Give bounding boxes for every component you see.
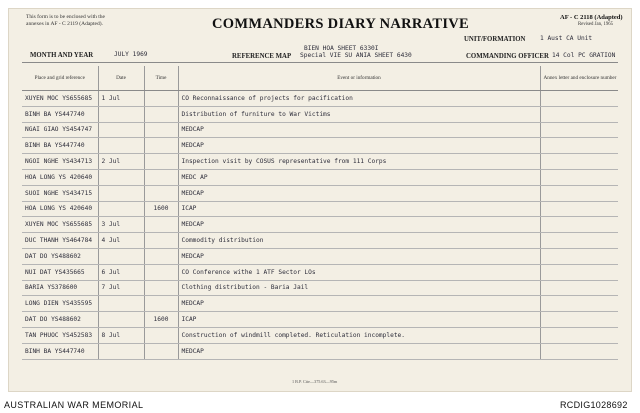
time-cell — [144, 280, 178, 296]
diary-table — [22, 66, 618, 360]
table-row — [22, 248, 618, 264]
date-cell — [98, 138, 144, 154]
table-row — [22, 106, 618, 122]
place-cell: NUI DAT YS435665 — [22, 264, 98, 280]
event-cell: Distribution of furniture to War Victims — [178, 106, 540, 122]
column-header-event: Event or information — [178, 66, 540, 91]
table-row — [22, 217, 618, 233]
table-row — [22, 312, 618, 328]
annex-cell — [540, 312, 618, 328]
time-cell — [144, 327, 178, 343]
table-header-row — [22, 66, 618, 91]
annex-cell — [540, 343, 618, 359]
place-cell: NGAI GIAO YS454747 — [22, 122, 98, 138]
form-number: AF - C 2118 (Adapted) — [560, 14, 623, 21]
date-cell — [98, 248, 144, 264]
time-cell — [144, 169, 178, 185]
table-row — [22, 169, 618, 185]
unit-value: 1 Aust CA Unit — [540, 35, 593, 42]
time-cell — [144, 91, 178, 107]
table-row — [22, 185, 618, 201]
place-cell: BINH BA YS447740 — [22, 138, 98, 154]
record-reference: RCDIG1028692 — [560, 400, 628, 410]
table-row — [22, 122, 618, 138]
event-cell: MEDCAP — [178, 185, 540, 201]
time-cell — [144, 233, 178, 249]
annex-cell — [540, 248, 618, 264]
annex-cell — [540, 217, 618, 233]
event-cell: Commodity distribution — [178, 233, 540, 249]
date-cell: 8 Jul — [98, 327, 144, 343]
annex-cell — [540, 201, 618, 217]
date-cell — [98, 296, 144, 312]
column-header-annex: Annex letter and enclosure number — [540, 66, 618, 91]
date-cell: 2 Jul — [98, 154, 144, 170]
place-cell: BINH BA YS447740 — [22, 343, 98, 359]
reference-map-label: REFERENCE MAP — [232, 53, 292, 60]
table-row — [22, 327, 618, 343]
annex-cell — [540, 185, 618, 201]
time-cell — [144, 296, 178, 312]
table-row — [22, 154, 618, 170]
annex-cell — [540, 327, 618, 343]
time-cell — [144, 217, 178, 233]
event-cell: Inspection visit by COSUS representative from 111 Corps — [178, 154, 540, 170]
column-header-place: Place and grid reference — [22, 66, 98, 91]
annex-cell — [540, 122, 618, 138]
notice-line-2: annexes in AF - C 2119 (Adapted). — [26, 21, 103, 27]
event-cell: Construction of windmill completed. Reticulation incomplete. — [178, 327, 540, 343]
table-row — [22, 296, 618, 312]
annex-cell — [540, 296, 618, 312]
annex-cell — [540, 169, 618, 185]
date-cell: 6 Jul — [98, 264, 144, 280]
month-year-value: JULY 1969 — [114, 51, 148, 58]
event-cell: MEDCAP — [178, 138, 540, 154]
time-cell — [144, 343, 178, 359]
institution-label: AUSTRALIAN WAR MEMORIAL — [4, 400, 144, 410]
date-cell — [98, 312, 144, 328]
place-cell: DAT DO YS488602 — [22, 248, 98, 264]
unit-label: UNIT/FORMATION — [464, 36, 526, 43]
place-cell: NGOI NGHE YS434713 — [22, 154, 98, 170]
table-row — [22, 343, 618, 359]
reference-map-line-2: Special VIE SU ANIA SHEET 6430 — [300, 52, 412, 59]
date-cell: 3 Jul — [98, 217, 144, 233]
time-cell — [144, 138, 178, 154]
event-cell: ICAP — [178, 201, 540, 217]
annex-cell — [540, 233, 618, 249]
place-cell: DUC THANH YS464784 — [22, 233, 98, 249]
date-cell — [98, 201, 144, 217]
event-cell: MEDCAP — [178, 217, 540, 233]
event-cell: MEDCAP — [178, 122, 540, 138]
date-cell: 4 Jul — [98, 233, 144, 249]
place-cell: SUOI NGHE YS434715 — [22, 185, 98, 201]
table-row — [22, 91, 618, 107]
month-year-label: MONTH AND YEAR — [30, 52, 94, 59]
annex-cell — [540, 280, 618, 296]
date-cell: 1 Jul — [98, 91, 144, 107]
table-row — [22, 280, 618, 296]
place-cell: HOA LONG YS 420640 — [22, 201, 98, 217]
time-cell: 1600 — [144, 312, 178, 328]
time-cell — [144, 154, 178, 170]
time-cell — [144, 122, 178, 138]
reference-map-line-1: BIEN HOA SHEET 6330I — [304, 45, 379, 52]
commanding-officer-value: 14 Col PC GRATION — [552, 52, 616, 59]
notice-line-1: This form is to be enclosed with the — [26, 14, 105, 20]
place-cell: DAT DO YS488602 — [22, 312, 98, 328]
form-notice — [26, 14, 105, 28]
place-cell: XUYEN MOC YS655685 — [22, 217, 98, 233]
annex-cell — [540, 138, 618, 154]
time-cell: 1600 — [144, 201, 178, 217]
time-cell — [144, 248, 178, 264]
annex-cell — [540, 106, 618, 122]
column-header-date: Date — [98, 66, 144, 91]
date-cell — [98, 185, 144, 201]
table-row — [22, 233, 618, 249]
event-cell: CO Reconnaissance of projects for pacification — [178, 91, 540, 107]
place-cell: LONG DIEN YS435595 — [22, 296, 98, 312]
place-cell: HOA LONG YS 420640 — [22, 169, 98, 185]
time-cell — [144, 106, 178, 122]
event-cell: MEDCAP — [178, 248, 540, 264]
revised-date: Revised Jan, 1965 — [578, 22, 614, 27]
annex-cell — [540, 91, 618, 107]
event-cell: ICAP — [178, 312, 540, 328]
commanding-officer-label: COMMANDING OFFICER — [466, 53, 549, 60]
place-cell: TAN PHUOC YS452583 — [22, 327, 98, 343]
event-cell: MEDCAP — [178, 296, 540, 312]
annex-cell — [540, 264, 618, 280]
time-cell — [144, 264, 178, 280]
table-row — [22, 201, 618, 217]
event-cell: CO Conference withe 1 ATF Sector LOs — [178, 264, 540, 280]
table-row — [22, 138, 618, 154]
date-cell — [98, 169, 144, 185]
date-cell — [98, 106, 144, 122]
date-cell: 7 Jul — [98, 280, 144, 296]
place-cell: BARIA YS378600 — [22, 280, 98, 296]
column-header-time: Time — [144, 66, 178, 91]
table-row — [22, 264, 618, 280]
date-cell — [98, 343, 144, 359]
event-cell: MEDCAP — [178, 343, 540, 359]
event-cell: MEDC AP — [178, 169, 540, 185]
time-cell — [144, 185, 178, 201]
date-cell — [98, 122, 144, 138]
printer-mark: 1 B.P. Ctte—375.63—95m — [292, 379, 338, 384]
place-cell: BINH BA YS447740 — [22, 106, 98, 122]
page-title: COMMANDERS DIARY NARRATIVE — [212, 16, 470, 32]
annex-cell — [540, 154, 618, 170]
event-cell: Clothing distribution - Baria Jail — [178, 280, 540, 296]
header-rule — [22, 62, 618, 63]
place-cell: XUYEN MOC YS655685 — [22, 91, 98, 107]
